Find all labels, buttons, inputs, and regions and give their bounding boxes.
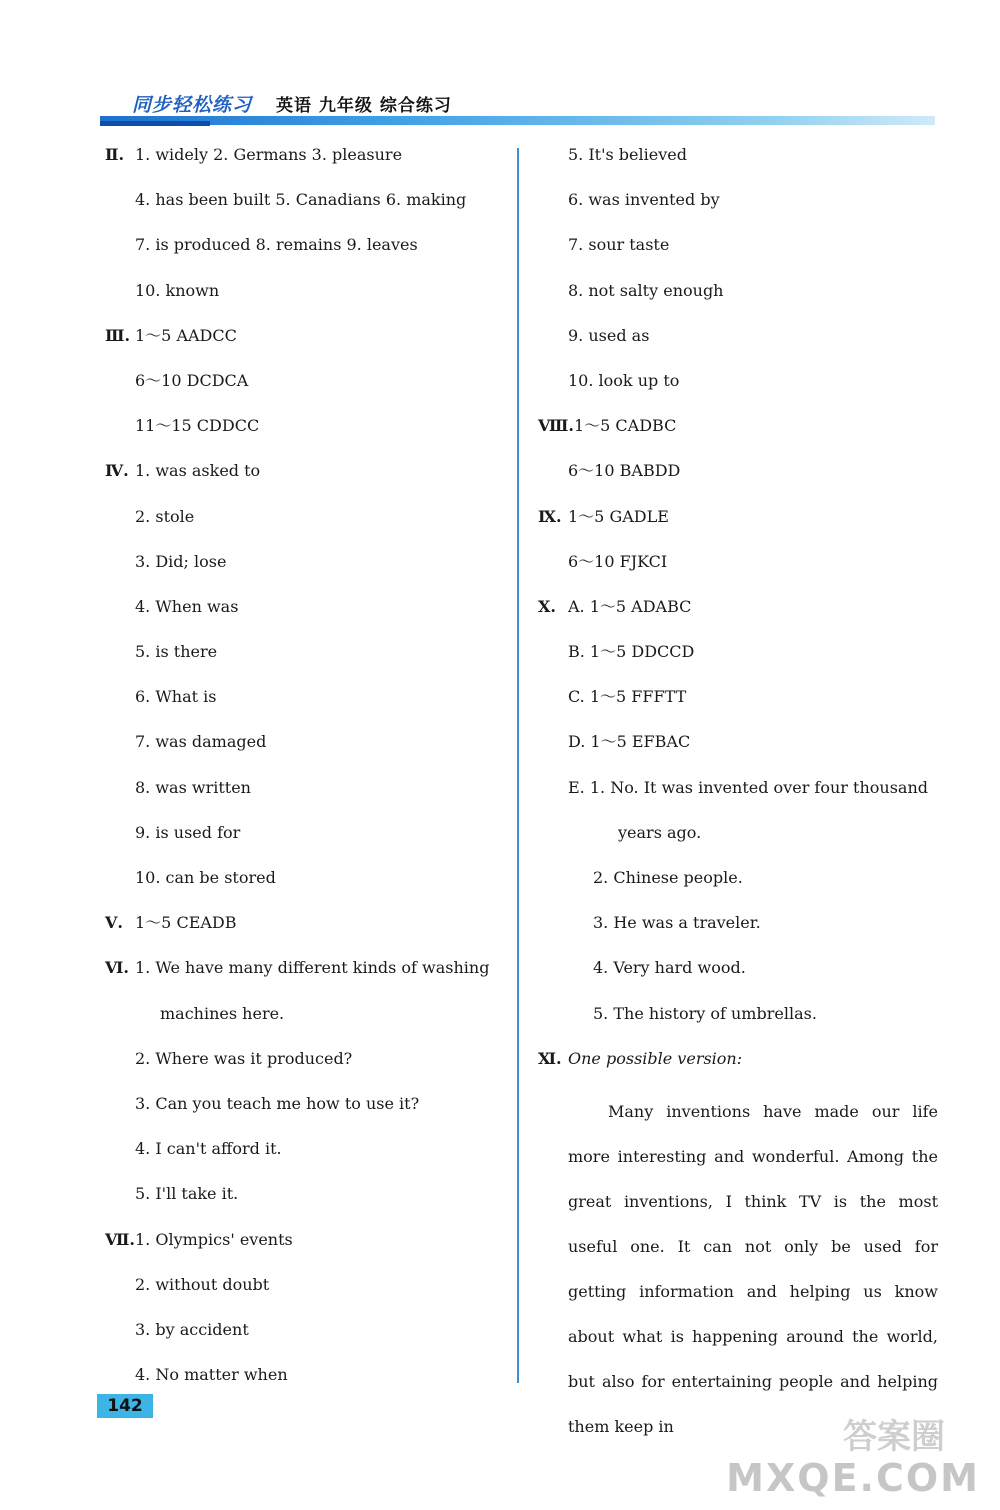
column-divider [517, 148, 519, 1383]
section-label: Ⅸ. [538, 506, 562, 526]
answer-text: C. 1～5 FFFTT [568, 687, 687, 707]
answer-text: 1～5 CADBC [573, 416, 677, 436]
answer-line [538, 953, 938, 998]
answer-text: 6～10 BABDD [568, 461, 681, 481]
answer-line [105, 1225, 505, 1270]
answer-line [105, 908, 505, 953]
answer-text: 1～5 GADLE [568, 506, 669, 526]
page-number: 142 [97, 1394, 153, 1418]
answer-line [105, 456, 505, 501]
answer-line [538, 230, 938, 275]
page-header [100, 88, 935, 132]
left-column [105, 140, 505, 1405]
answer-text: 1. We have many different kinds of washing [135, 958, 490, 978]
answer-line [105, 547, 505, 592]
answer-text: 8. not salty enough [568, 280, 724, 300]
answer-line [105, 1270, 505, 1315]
answer-line [105, 1315, 505, 1360]
section-label: Ⅱ. [105, 145, 125, 164]
answer-text: 7. was damaged [135, 732, 267, 752]
section-label: Ⅲ. [105, 325, 131, 345]
book-title: 同步轻松练习 [132, 94, 253, 116]
answer-line [538, 818, 938, 863]
answer-line [105, 818, 505, 863]
section-label: Ⅹ. [538, 596, 556, 616]
answer-line [538, 185, 938, 230]
answer-text: 3. Did; lose [135, 551, 227, 571]
answer-line [105, 682, 505, 727]
answer-text: 8. was written [135, 777, 251, 797]
answer-text: 4. No matter when [135, 1365, 288, 1385]
answer-line [105, 140, 505, 185]
answer-line [538, 411, 938, 456]
answer-text: 6～10 DCDCA [135, 370, 249, 390]
answer-line [105, 999, 505, 1044]
watermark-logo: 答案圈 [843, 1417, 945, 1457]
answer-text: 4. I can't afford it. [135, 1139, 282, 1159]
answer-line [105, 727, 505, 772]
answer-text: 1～5 CEADB [135, 913, 237, 933]
answer-line [105, 411, 505, 456]
answer-text: 2. Where was it produced? [135, 1048, 353, 1068]
section-label: Ⅳ. [105, 461, 129, 481]
answer-line [538, 863, 938, 908]
answer-line [538, 276, 938, 321]
answer-text: 3. by accident [135, 1319, 249, 1339]
answer-text: 6～10 FJKCI [568, 551, 668, 571]
answer-line [538, 999, 938, 1044]
answer-text: D. 1～5 EFBAC [568, 732, 691, 752]
answer-text: 9. is used for [135, 822, 241, 842]
answer-text: 4. When was [135, 596, 239, 616]
answer-line [105, 230, 505, 275]
answer-line [105, 502, 505, 547]
answer-line [105, 1360, 505, 1405]
answer-line [538, 456, 938, 501]
essay-text [538, 1089, 938, 1449]
answer-text: 4. has been built 5. Canadians 6. making [135, 190, 467, 210]
answer-line [538, 502, 938, 547]
answer-text: 5. It's believed [568, 145, 687, 164]
answer-text: machines here. [160, 1003, 285, 1023]
answer-line [538, 682, 938, 727]
answer-text: 7. is produced 8. remains 9. leaves [135, 235, 418, 255]
answer-text: A. 1～5 ADABC [568, 596, 692, 616]
answer-line [538, 773, 938, 818]
answer-line [105, 953, 505, 998]
answer-text: 2. without doubt [135, 1274, 270, 1294]
answer-line [538, 140, 938, 185]
answer-line [105, 1089, 505, 1134]
answer-line [105, 321, 505, 366]
answer-text: E. 1. No. It was invented over four thousand [568, 777, 928, 797]
answer-text: 5. I'll take it. [135, 1184, 239, 1204]
answer-line [538, 321, 938, 366]
answer-text: years ago. [618, 822, 702, 842]
answer-line [105, 1134, 505, 1179]
answer-text: 9. used as [568, 325, 650, 345]
answer-line [538, 592, 938, 637]
answer-text: 7. sour taste [568, 235, 670, 255]
answer-line [538, 547, 938, 592]
answer-line [105, 863, 505, 908]
answer-line [105, 366, 505, 411]
essay-paragraph: Many inventions have made our life more interesting and wonderful. Among the great inventions, I think TV is the most useful one. It can not only be used for getting information and helping us know about what is happening around the world, but also for entertaining people and helping them keep in [568, 1101, 938, 1436]
header-bar-accent [100, 121, 210, 126]
answer-text: 10. look up to [568, 370, 680, 390]
answer-line [105, 637, 505, 682]
answer-text: 10. known [135, 280, 220, 300]
answer-line [105, 1179, 505, 1224]
answer-text: 5. The history of umbrellas. [593, 1003, 817, 1023]
answer-line [105, 592, 505, 637]
answer-text: One possible version: [568, 1048, 743, 1068]
answer-text: 1. widely 2. Germans 3. pleasure [135, 145, 403, 164]
header-bar [100, 116, 935, 125]
answer-line [538, 727, 938, 772]
answer-text: 1～5 AADCC [135, 325, 237, 345]
answer-line [538, 366, 938, 411]
section-label: Ⅴ. [105, 913, 123, 933]
section-label: Ⅶ. [105, 1229, 135, 1249]
watermark-url: MXQE.COM [726, 1456, 980, 1500]
answer-line [105, 185, 505, 230]
answer-line [105, 1044, 505, 1089]
answer-text: 4. Very hard wood. [593, 958, 746, 978]
answer-text: 11～15 CDDCC [135, 416, 260, 436]
answer-text: 5. is there [135, 642, 218, 662]
answer-text: 2. stole [135, 506, 195, 526]
answer-text: B. 1～5 DDCCD [568, 642, 695, 662]
answer-text: 6. What is [135, 687, 217, 707]
answer-text: 1. was asked to [135, 461, 261, 481]
answer-line [538, 908, 938, 953]
answer-text: 10. can be stored [135, 868, 276, 887]
answer-line [105, 276, 505, 321]
answer-line [105, 773, 505, 818]
answer-text: 2. Chinese people. [593, 868, 743, 887]
answer-text: 6. was invented by [568, 190, 720, 210]
right-column [538, 140, 938, 1449]
answer-line [538, 637, 938, 682]
answer-text: 3. He was a traveler. [593, 913, 761, 933]
answer-text: 1. Olympics' events [135, 1229, 293, 1249]
section-label: Ⅵ. [105, 958, 129, 978]
answer-line [538, 1044, 938, 1089]
answer-text: 3. Can you teach me how to use it? [135, 1093, 420, 1113]
section-label: Ⅷ. [538, 416, 574, 436]
section-label: Ⅺ. [538, 1048, 562, 1068]
book-subtitle: 英语 九年级 综合练习 [276, 96, 452, 116]
